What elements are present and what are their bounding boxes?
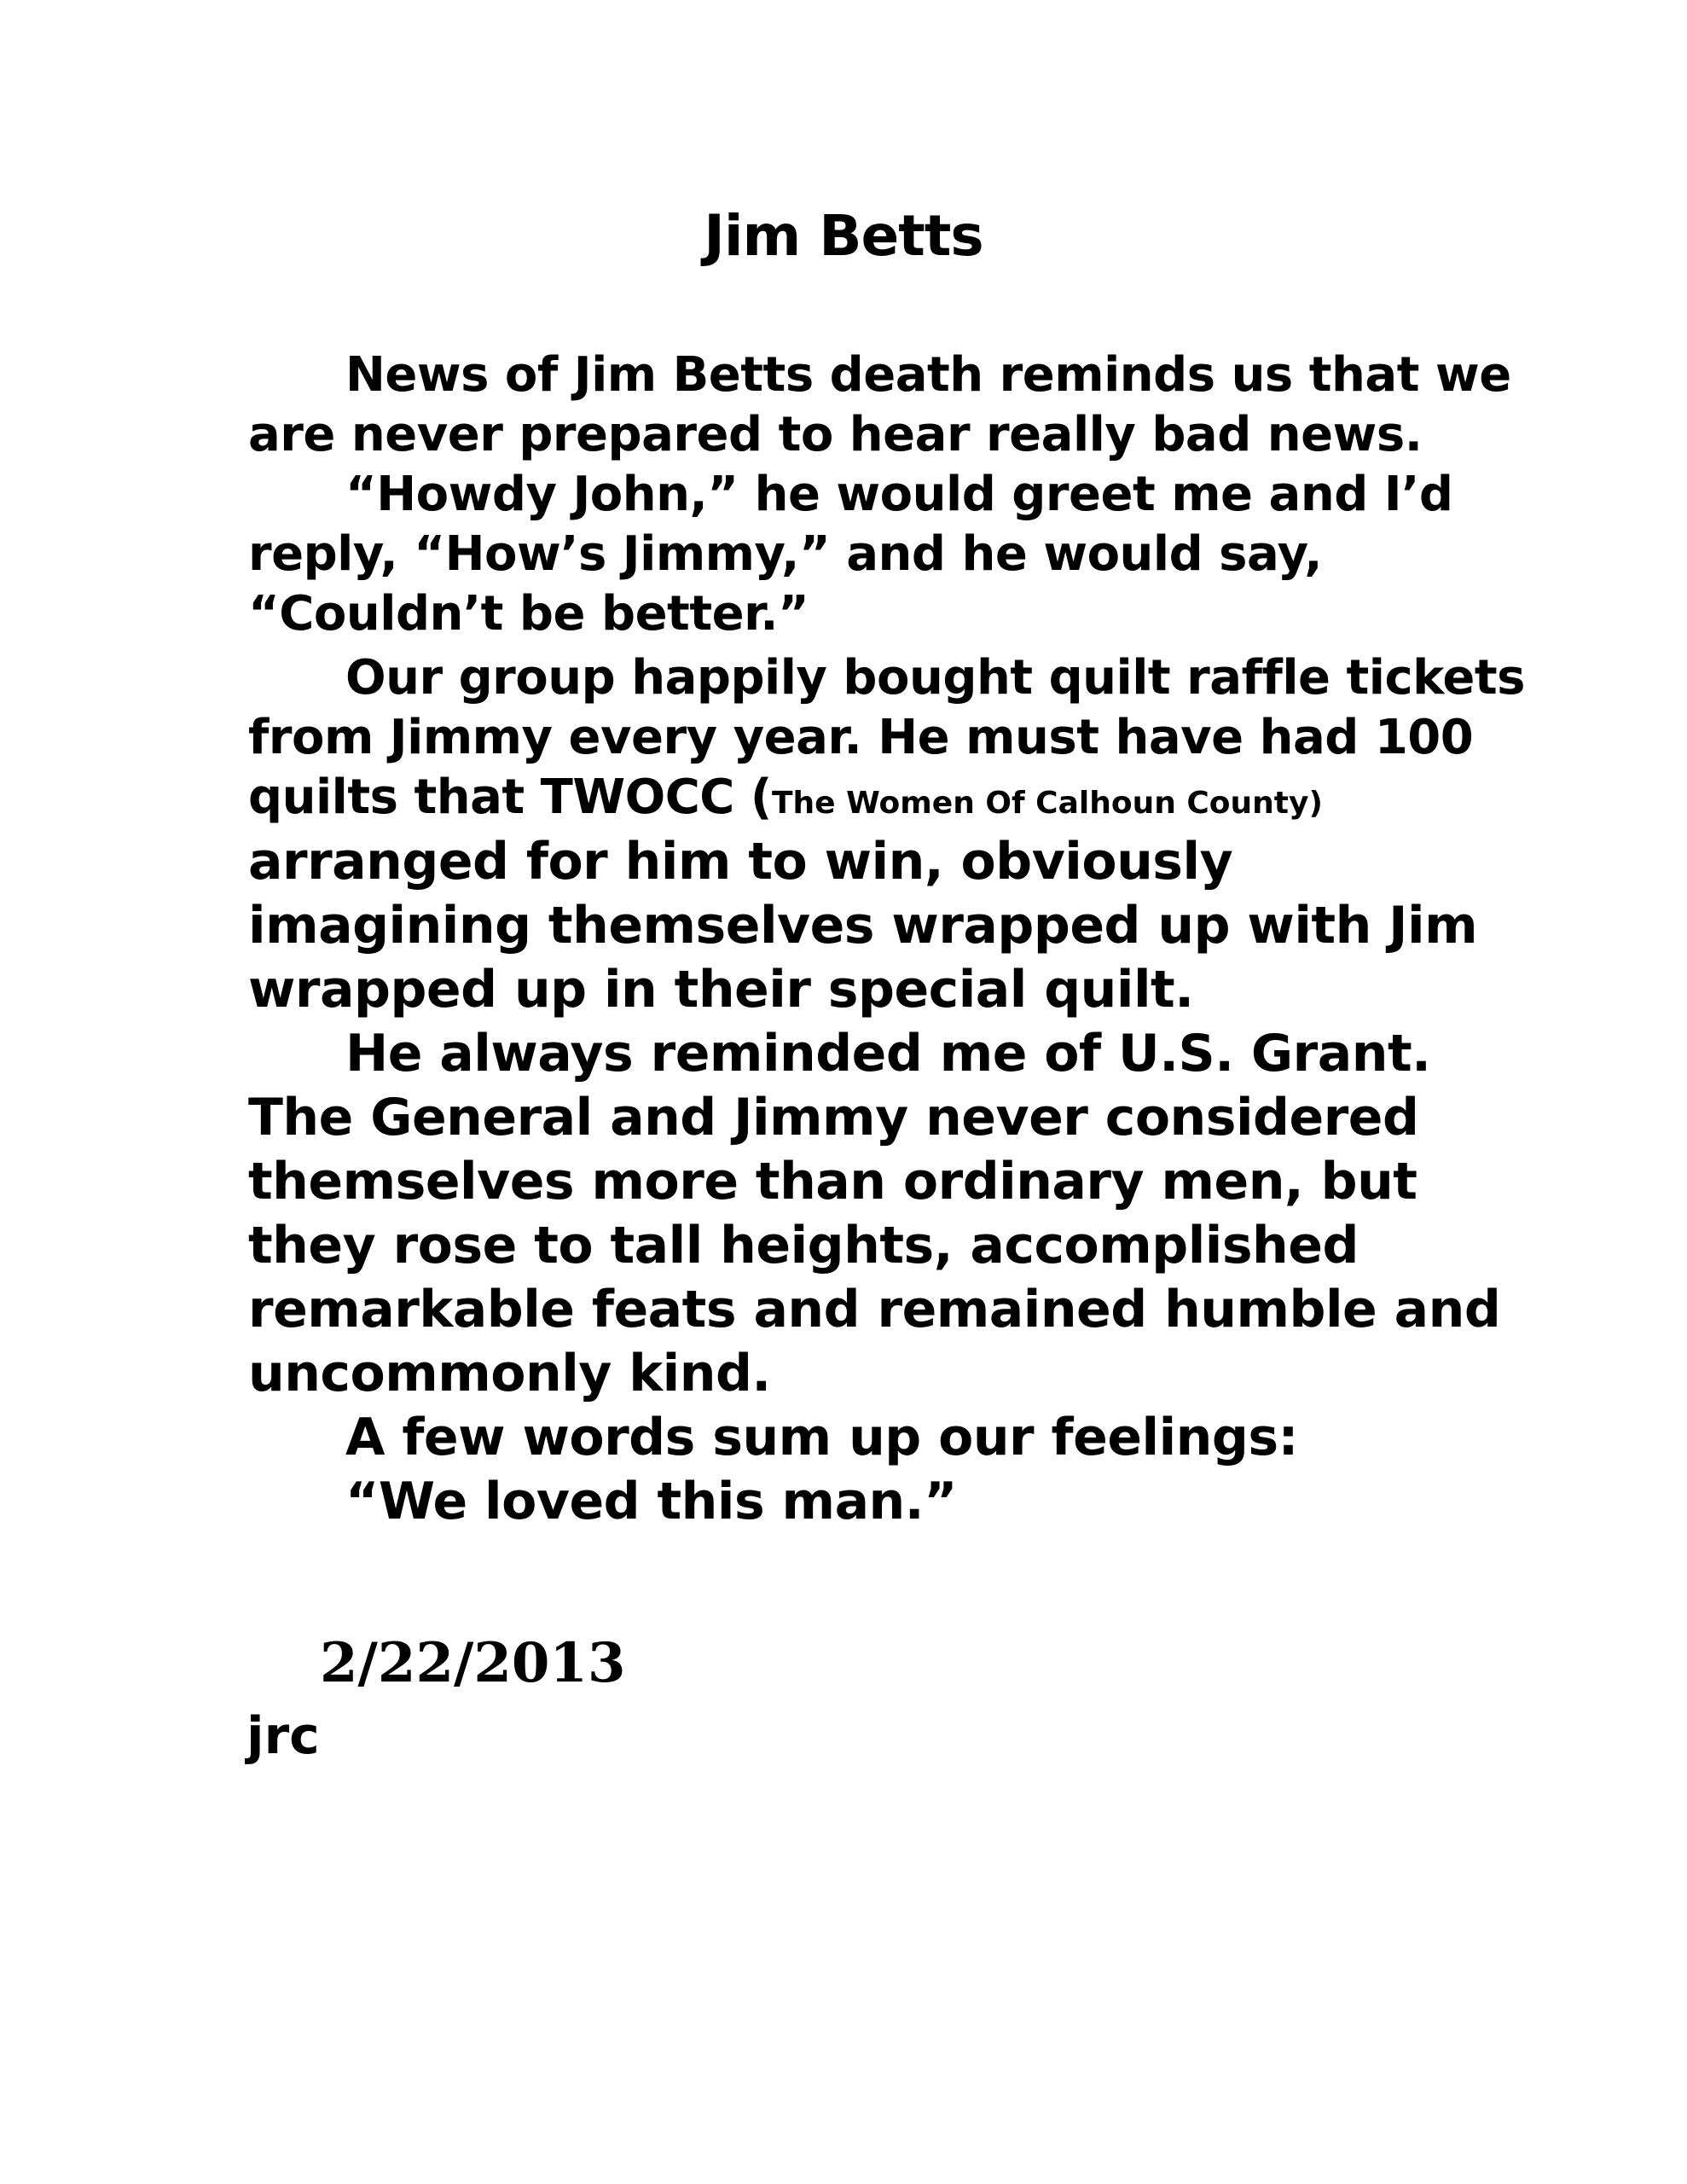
text-line: wrapped up in their special quilt. [248, 960, 1194, 1019]
text-line: Our group happily bought quilt raffle tickets [345, 650, 1525, 706]
text-line: are never prepared to hear really bad news. [248, 407, 1423, 462]
document-title: Jim Betts [704, 203, 983, 269]
text-line: “Howdy John,” he would greet me and I’d [345, 467, 1453, 522]
text-line-main: quilts that TWOCC ( [248, 770, 772, 825]
text-line: “Couldn’t be better.” [248, 586, 809, 642]
text-line: remarkable feats and remained humble and [248, 1280, 1501, 1339]
text-line: News of Jim Betts death reminds us that we [345, 347, 1511, 403]
text-line: arranged for him to win, obviously [248, 832, 1233, 892]
text-line: from Jimmy every year. He must have had 100 [248, 710, 1474, 765]
document-date: 2/22/2013 [320, 1631, 626, 1695]
text-line: The General and Jimmy never considered [248, 1088, 1419, 1147]
text-aside-small: The Women Of Calhoun County) [772, 786, 1323, 821]
text-line: He always reminded me of U.S. Grant. [345, 1024, 1431, 1083]
text-line: they rose to tall heights, accomplished [248, 1216, 1359, 1275]
text-line: uncommonly kind. [248, 1344, 771, 1403]
text-line-with-aside [248, 768, 1323, 834]
text-line: themselves more than ordinary men, but [248, 1152, 1417, 1211]
text-line: “We loved this man.” [345, 1472, 958, 1531]
text-line: A few words sum up our feelings: [345, 1408, 1299, 1467]
text-line: reply, “How’s Jimmy,” and he would say, [248, 526, 1323, 582]
text-line: imagining themselves wrapped up with Jim [248, 896, 1478, 956]
signature-initials: jrc [246, 1706, 320, 1766]
